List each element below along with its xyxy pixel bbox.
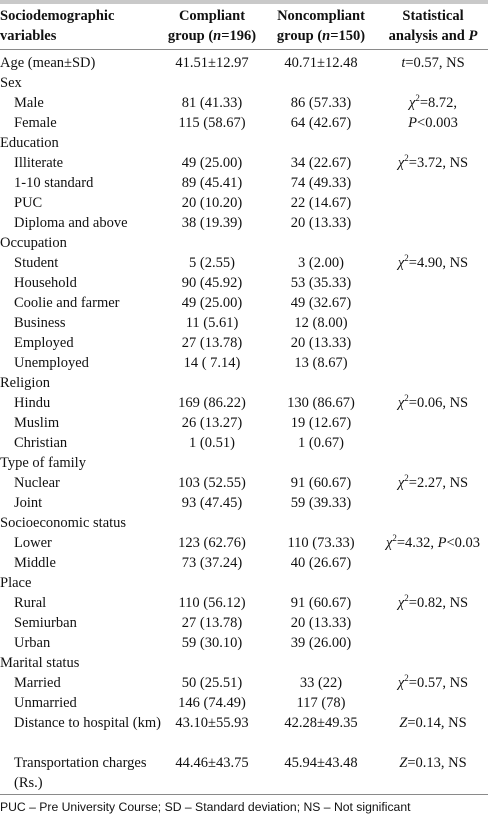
header-noncompliant-line1: Noncompliant bbox=[277, 8, 365, 24]
row-label: Education bbox=[0, 135, 59, 151]
compliant-value: 81 (41.33) bbox=[181, 95, 243, 111]
compliant-value: 115 (58.67) bbox=[178, 115, 246, 131]
row-label: Sex bbox=[0, 75, 22, 91]
statistic-value: $\chi^2=0.82$, NS bbox=[397, 593, 469, 611]
noncompliant-value: 40 (26.67) bbox=[290, 555, 352, 571]
row-label: Muslim bbox=[14, 415, 60, 431]
compliant-value: 11 (5.61) bbox=[185, 315, 239, 331]
compliant-value: 5 (2.55) bbox=[189, 255, 235, 271]
row-label: Middle bbox=[14, 555, 56, 571]
table-row bbox=[0, 473, 488, 493]
compliant-value: 169 (86.22) bbox=[178, 395, 246, 411]
statistic-value: $\chi^2=0.57$, NS bbox=[397, 673, 469, 691]
noncompliant-value: 34 (22.67) bbox=[290, 155, 352, 171]
statistic-value: Z=0.14, NS bbox=[399, 715, 467, 731]
noncompliant-value: 33 (22) bbox=[299, 675, 343, 691]
header-compliant-line1: Compliant bbox=[178, 8, 246, 24]
noncompliant-value: 39 (26.00) bbox=[290, 635, 352, 651]
compliant-value: 103 (52.55) bbox=[178, 475, 246, 491]
noncompliant-value: 22 (14.67) bbox=[290, 195, 352, 211]
row-label: Household bbox=[14, 275, 77, 291]
row-label: Hindu bbox=[14, 395, 51, 411]
statistic-value: $\chi^2=8.72$, bbox=[408, 93, 458, 111]
table-row bbox=[0, 593, 488, 613]
header-statistical-line1: Statistical bbox=[402, 8, 464, 24]
row-label: Transportation charges (Rs.) bbox=[14, 755, 147, 791]
header-statistical-analysis: analysis and bbox=[388, 28, 469, 44]
noncompliant-value: 12 (8.00) bbox=[294, 315, 348, 331]
noncompliant-value: 53 (35.33) bbox=[290, 275, 352, 291]
noncompliant-value: 91 (60.67) bbox=[290, 595, 352, 611]
top-rule bbox=[0, 0, 488, 4]
compliant-value: 26 (13.27) bbox=[181, 415, 243, 431]
noncompliant-value: 49 (32.67) bbox=[290, 295, 352, 311]
header-rule bbox=[0, 49, 488, 50]
header-compliant-count: =196) bbox=[221, 28, 257, 44]
table-row bbox=[0, 393, 488, 413]
row-label: Business bbox=[14, 315, 66, 331]
compliant-value: 43.10±55.93 bbox=[175, 715, 249, 731]
row-label: Urban bbox=[14, 635, 51, 651]
header-statistical-p: P bbox=[468, 28, 478, 44]
noncompliant-value: 40.71±12.48 bbox=[284, 55, 358, 71]
header-noncompliant bbox=[262, 6, 380, 46]
table-row bbox=[0, 753, 488, 793]
table-row bbox=[0, 293, 488, 313]
compliant-value: 14 ( 7.14) bbox=[183, 355, 241, 371]
noncompliant-value: 91 (60.67) bbox=[290, 475, 352, 491]
table-row bbox=[0, 133, 488, 153]
row-label: 1-10 standard bbox=[14, 175, 94, 191]
compliant-value: 20 (10.20) bbox=[181, 195, 243, 211]
compliant-value: 59 (30.10) bbox=[181, 635, 243, 651]
table-row bbox=[0, 553, 488, 573]
table-row bbox=[0, 173, 488, 193]
compliant-value: 27 (13.78) bbox=[181, 335, 243, 351]
noncompliant-value: 117 (78) bbox=[296, 695, 346, 711]
table-row bbox=[0, 513, 488, 533]
table-row bbox=[0, 433, 488, 453]
table-row bbox=[0, 233, 488, 253]
table-row bbox=[0, 653, 488, 673]
statistic-value: $\chi^2=4.32$, P<0.03 bbox=[385, 533, 481, 551]
compliant-value: 89 (45.41) bbox=[181, 175, 243, 191]
compliant-value: 93 (47.45) bbox=[181, 495, 243, 511]
table-row bbox=[0, 113, 488, 133]
row-label: Illiterate bbox=[14, 155, 64, 171]
row-label: Diploma and above bbox=[14, 215, 128, 231]
header-noncompliant-group: group ( bbox=[276, 28, 323, 44]
table-row bbox=[0, 453, 488, 473]
row-label: Nuclear bbox=[14, 475, 60, 491]
row-label: Coolie and farmer bbox=[14, 295, 120, 311]
header-noncompliant-count: =150) bbox=[330, 28, 366, 44]
row-label: Joint bbox=[14, 495, 43, 511]
compliant-value: 123 (62.76) bbox=[178, 535, 246, 551]
compliant-value: 41.51±12.97 bbox=[175, 55, 249, 71]
table-row bbox=[0, 333, 488, 353]
table-footnote: PUC – Pre University Course; SD – Standard deviation; NS – Not significant bbox=[0, 800, 411, 814]
table-row bbox=[0, 253, 488, 273]
noncompliant-value: 20 (13.33) bbox=[290, 615, 352, 631]
table-row bbox=[0, 573, 488, 593]
row-label: Student bbox=[14, 255, 59, 271]
statistic-value: $\chi^2=4.90$, NS bbox=[397, 253, 469, 271]
compliant-value: 90 (45.92) bbox=[181, 275, 243, 291]
compliant-value: 1 (0.51) bbox=[189, 435, 235, 451]
table-row bbox=[0, 373, 488, 393]
header-noncompliant-line2 bbox=[262, 26, 380, 46]
row-label: Lower bbox=[14, 535, 52, 551]
row-label: Male bbox=[14, 95, 44, 111]
row-label: Christian bbox=[14, 435, 68, 451]
row-label: Female bbox=[14, 115, 57, 131]
noncompliant-value: 1 (0.67) bbox=[298, 435, 344, 451]
statistic-value: t=0.57, NS bbox=[401, 55, 465, 71]
table-row bbox=[0, 713, 488, 753]
table-row bbox=[0, 673, 488, 693]
header-compliant bbox=[162, 6, 262, 46]
statistic-value: Z=0.13, NS bbox=[399, 755, 467, 771]
compliant-value: 44.46±43.75 bbox=[175, 755, 249, 771]
row-label: Religion bbox=[0, 375, 50, 391]
noncompliant-value: 86 (57.33) bbox=[290, 95, 352, 111]
noncompliant-value: 130 (86.67) bbox=[287, 395, 355, 411]
row-label: PUC bbox=[14, 195, 43, 211]
statistic-value: $\chi^2=0.06$, NS bbox=[397, 393, 469, 411]
noncompliant-value: 74 (49.33) bbox=[290, 175, 352, 191]
compliant-value: 50 (25.51) bbox=[181, 675, 243, 691]
table-row bbox=[0, 493, 488, 513]
noncompliant-value: 13 (8.67) bbox=[294, 355, 348, 371]
header-statistical bbox=[378, 6, 488, 46]
compliant-value: 49 (25.00) bbox=[181, 155, 243, 171]
statistic-value: $\chi^2=3.72$, NS bbox=[397, 153, 469, 171]
statistic-value: P<0.003 bbox=[408, 115, 458, 131]
table-row bbox=[0, 533, 488, 553]
compliant-value: 110 (56.12) bbox=[178, 595, 246, 611]
noncompliant-value: 64 (42.67) bbox=[290, 115, 352, 131]
noncompliant-value: 19 (12.67) bbox=[290, 415, 352, 431]
header-compliant-group: group ( bbox=[167, 28, 214, 44]
table-row bbox=[0, 313, 488, 333]
row-label: Distance to hospital (km) bbox=[14, 715, 161, 731]
row-label: Unmarried bbox=[14, 695, 77, 711]
bottom-rule bbox=[0, 794, 488, 795]
noncompliant-value: 42.28±49.35 bbox=[284, 715, 358, 731]
table-row bbox=[0, 153, 488, 173]
row-label: Socioeconomic status bbox=[0, 515, 127, 531]
row-label: Employed bbox=[14, 335, 74, 351]
table-row bbox=[0, 53, 488, 73]
compliant-value: 49 (25.00) bbox=[181, 295, 243, 311]
table-row bbox=[0, 413, 488, 433]
table-row bbox=[0, 213, 488, 233]
row-label: Unemployed bbox=[14, 355, 89, 371]
header-variables bbox=[0, 6, 165, 46]
row-label: Type of family bbox=[0, 455, 86, 471]
row-label: Marital status bbox=[0, 655, 80, 671]
noncompliant-value: 110 (73.33) bbox=[287, 535, 355, 551]
noncompliant-value: 20 (13.33) bbox=[290, 215, 352, 231]
compliant-value: 146 (74.49) bbox=[178, 695, 246, 711]
row-label: Rural bbox=[14, 595, 47, 611]
noncompliant-value: 3 (2.00) bbox=[298, 255, 344, 271]
header-noncompliant-n: n bbox=[322, 28, 331, 44]
header-variables-line2: variables bbox=[0, 28, 57, 44]
row-label: Occupation bbox=[0, 235, 67, 251]
table-row bbox=[0, 93, 488, 113]
row-label: Place bbox=[0, 575, 32, 591]
header-statistical-line2 bbox=[378, 26, 488, 46]
noncompliant-value: 20 (13.33) bbox=[290, 335, 352, 351]
compliant-value: 38 (19.39) bbox=[181, 215, 243, 231]
header-compliant-line2 bbox=[162, 26, 262, 46]
header-variables-line1: Sociodemographic bbox=[0, 8, 115, 24]
row-label: Semiurban bbox=[14, 615, 77, 631]
statistic-value: $\chi^2=2.27$, NS bbox=[397, 473, 469, 491]
header-compliant-n: n bbox=[213, 28, 222, 44]
compliant-value: 27 (13.78) bbox=[181, 615, 243, 631]
noncompliant-value: 45.94±43.48 bbox=[284, 755, 358, 771]
row-label: Married bbox=[14, 675, 61, 691]
table-row bbox=[0, 613, 488, 633]
table-row bbox=[0, 353, 488, 373]
noncompliant-value: 59 (39.33) bbox=[290, 495, 352, 511]
table-row bbox=[0, 693, 488, 713]
compliant-value: 73 (37.24) bbox=[181, 555, 243, 571]
table-row bbox=[0, 73, 488, 93]
table-row bbox=[0, 273, 488, 293]
row-label: Age (mean±SD) bbox=[0, 55, 96, 71]
table-row bbox=[0, 193, 488, 213]
table-row bbox=[0, 633, 488, 653]
